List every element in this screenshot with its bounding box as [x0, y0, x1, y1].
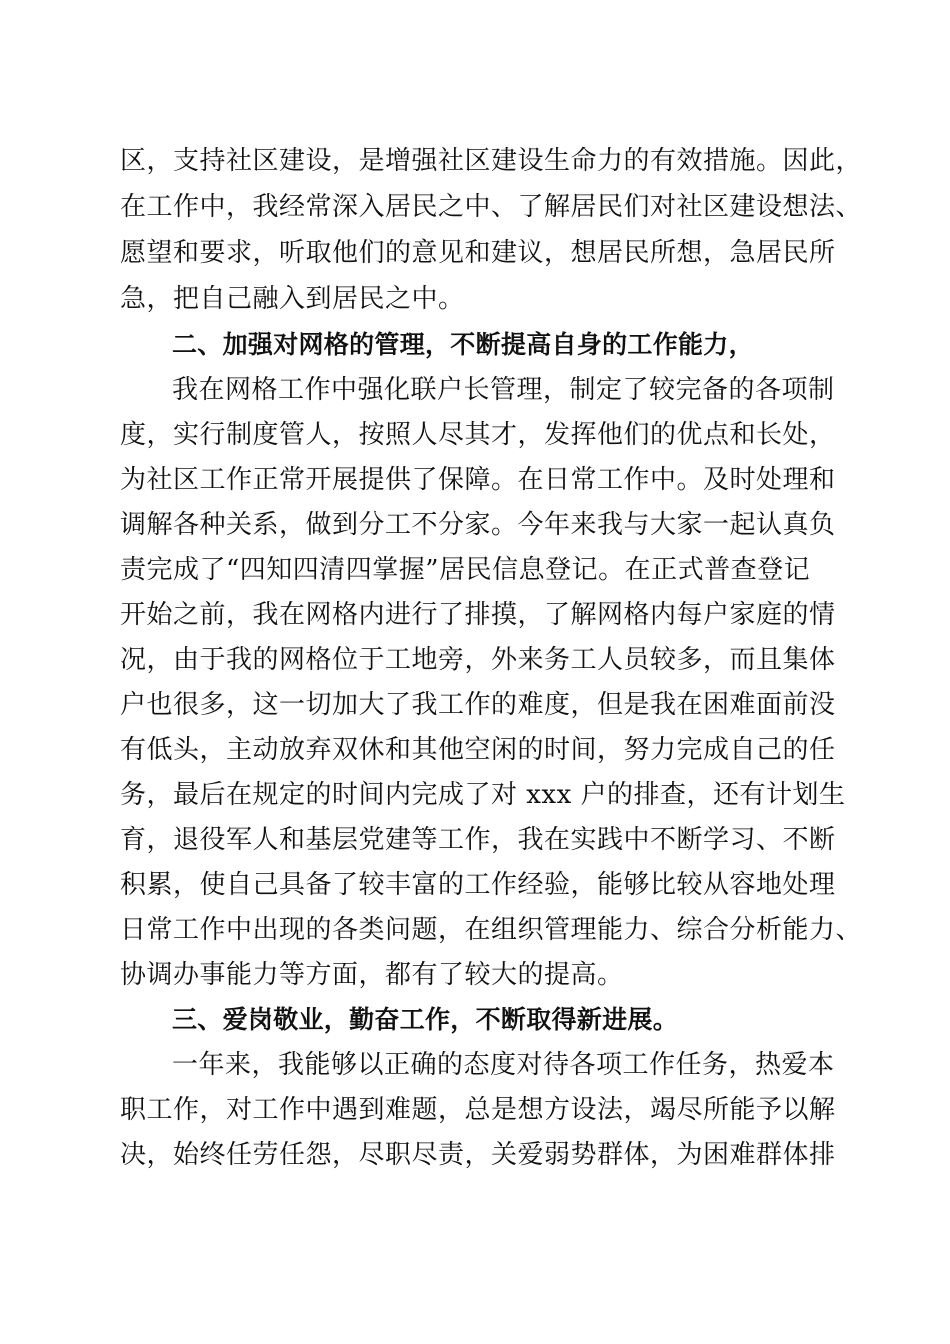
text-line: 一年来，我能够以正确的态度对待各项工作任务，热爱本: [172, 1050, 835, 1080]
text-line: 愿望和要求，听取他们的意见和建议，想居民所想，急居民所: [120, 238, 836, 268]
text-line: 积累，使自己具备了较丰富的工作经验，能够比较从容地处理: [120, 870, 836, 900]
text-line: 决，始终任劳任怨，尽职尽责，关爱弱势群体，为困难群体排: [120, 1140, 836, 1170]
text-line: 急，把自己融入到居民之中。: [120, 284, 465, 314]
text-line: 责完成了“四知四清四掌握”居民信息登记。在正式普查登记: [120, 555, 811, 585]
text-line: 职工作，对工作中遇到难题，总是想方设法，竭尽所能予以解: [120, 1095, 836, 1125]
text-line: 区，支持社区建设，是增强社区建设生命力的有效措施。因此，: [120, 146, 863, 176]
text-line: 育，退役军人和基层党建等工作，我在实践中不断学习、不断: [120, 825, 836, 855]
section-heading: 三、爱岗敬业，勤奋工作，不断取得新进展。: [172, 1005, 679, 1034]
text-line: 有低头，主动放弃双休和其他空闲的时间，努力完成自己的任: [120, 735, 836, 765]
text-line: 日常工作中出现的各类问题，在组织管理能力、综合分析能力、: [120, 915, 863, 945]
text-line: 户也很多，这一切加大了我工作的难度，但是我在困难面前没: [120, 690, 836, 720]
text-line: 况，由于我的网格位于工地旁，外来务工人员较多，而且集体: [120, 645, 836, 675]
text-line: 我在网格工作中强化联户长管理，制定了较完备的各项制: [172, 375, 835, 405]
text-line: 务，最后在规定的时间内完成了对 xxx 户的排查，还有计划生: [120, 780, 846, 810]
text-line: 开始之前，我在网格内进行了排摸，了解网格内每户家庭的情: [120, 600, 836, 630]
text-line: 在工作中，我经常深入居民之中、了解居民们对社区建设想法、: [120, 192, 863, 222]
text-line: 为社区工作正常开展提供了保障。在日常工作中。及时处理和: [120, 465, 836, 495]
text-line: 协调办事能力等方面，都有了较大的提高。: [120, 960, 624, 990]
text-line: 度，实行制度管人，按照人尽其才，发挥他们的优点和长处，: [120, 420, 836, 450]
text-line: 调解各种关系，做到分工不分家。今年来我与大家一起认真负: [120, 510, 836, 540]
section-heading: 二、加强对网格的管理，不断提高自身的工作能力，: [172, 330, 754, 359]
